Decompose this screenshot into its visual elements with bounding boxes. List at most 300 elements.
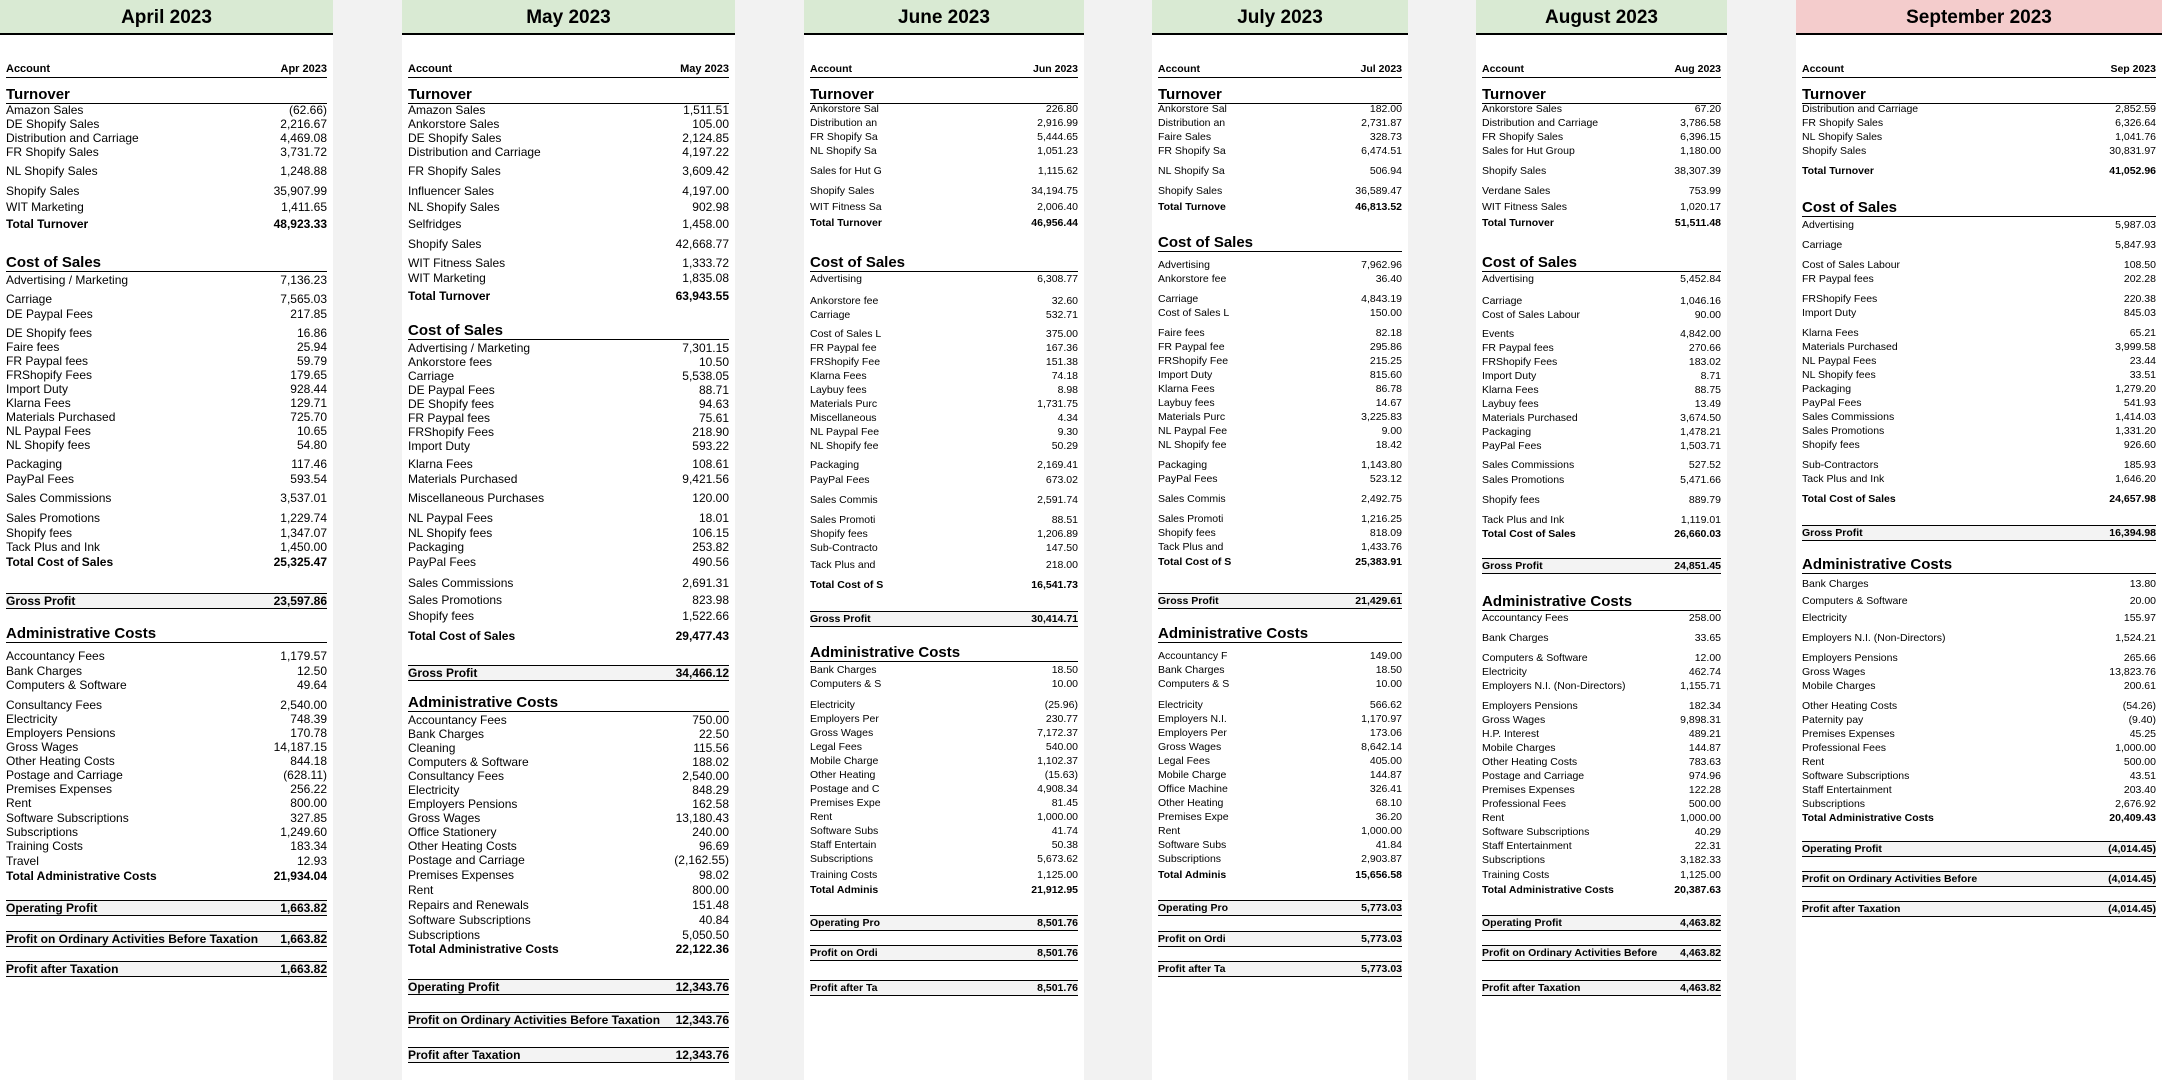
account-row[interactable] [408, 898, 729, 912]
section-heading[interactable] [1802, 557, 2156, 574]
account-row[interactable] [1158, 258, 1402, 272]
account-row[interactable] [408, 457, 729, 471]
account-row[interactable] [6, 782, 327, 796]
account-row[interactable] [1158, 354, 1402, 368]
account-row[interactable] [408, 883, 729, 897]
summary-row[interactable] [1158, 961, 1402, 977]
account-row[interactable] [6, 117, 327, 131]
account-row[interactable] [810, 411, 1078, 425]
summary-row[interactable] [6, 900, 327, 916]
account-row[interactable] [1158, 810, 1402, 824]
account-row[interactable] [408, 341, 729, 355]
account-row[interactable] [408, 928, 729, 942]
account-row[interactable] [1802, 679, 2156, 693]
account-row[interactable] [1158, 116, 1402, 130]
summary-row[interactable] [1482, 558, 1721, 574]
account-row[interactable] [1158, 726, 1402, 740]
account-row[interactable] [1482, 825, 1721, 839]
account-row[interactable] [6, 410, 327, 424]
account-row[interactable] [1482, 411, 1721, 425]
account-row[interactable] [6, 273, 327, 287]
account-row[interactable] [408, 609, 729, 623]
account-row[interactable] [1482, 308, 1721, 322]
account-row[interactable] [6, 424, 327, 438]
account-row[interactable] [1482, 369, 1721, 383]
account-row[interactable] [810, 768, 1078, 782]
account-row[interactable] [1158, 824, 1402, 838]
account-row[interactable] [408, 131, 729, 145]
account-row[interactable] [1158, 712, 1402, 726]
account-row[interactable] [810, 425, 1078, 439]
account-row[interactable] [408, 411, 729, 425]
account-row[interactable] [6, 368, 327, 382]
account-row[interactable] [6, 438, 327, 452]
account-row[interactable] [408, 397, 729, 411]
total-row[interactable] [810, 883, 1078, 897]
summary-row[interactable] [1158, 931, 1402, 947]
account-row[interactable] [1482, 383, 1721, 397]
total-row[interactable] [408, 289, 729, 303]
sheet-title[interactable]: June 2023 [804, 0, 1084, 35]
account-row[interactable] [810, 355, 1078, 369]
account-row[interactable] [1482, 665, 1721, 679]
section-heading[interactable] [408, 695, 729, 712]
total-row[interactable] [1802, 492, 2156, 506]
account-row[interactable] [408, 868, 729, 882]
summary-row[interactable] [6, 931, 327, 947]
summary-row[interactable] [6, 593, 327, 609]
account-row[interactable] [1482, 611, 1721, 625]
account-row[interactable] [1158, 754, 1402, 768]
account-row[interactable] [810, 130, 1078, 144]
summary-row[interactable] [810, 915, 1078, 931]
account-row[interactable] [1482, 755, 1721, 769]
sheet-title[interactable]: September 2023 [1796, 0, 2162, 35]
account-row[interactable] [1482, 458, 1721, 472]
account-row[interactable] [408, 540, 729, 554]
account-row[interactable] [1482, 473, 1721, 487]
account-row[interactable] [1158, 852, 1402, 866]
account-row[interactable] [1158, 410, 1402, 424]
account-row[interactable] [810, 558, 1078, 572]
account-row[interactable] [1482, 868, 1721, 882]
total-row[interactable] [810, 578, 1078, 592]
account-row[interactable] [1482, 439, 1721, 453]
account-row[interactable] [810, 473, 1078, 487]
account-row[interactable] [810, 341, 1078, 355]
account-row[interactable] [6, 754, 327, 768]
account-row[interactable] [1158, 326, 1402, 340]
account-row[interactable] [1482, 493, 1721, 507]
account-row[interactable] [810, 663, 1078, 677]
account-row[interactable] [1482, 200, 1721, 214]
account-row[interactable] [6, 712, 327, 726]
account-row[interactable] [1482, 164, 1721, 178]
account-row[interactable] [1482, 651, 1721, 665]
account-row[interactable] [1482, 144, 1721, 158]
account-row[interactable] [6, 145, 327, 159]
account-row[interactable] [408, 439, 729, 453]
account-row[interactable] [1158, 458, 1402, 472]
account-row[interactable] [810, 308, 1078, 322]
account-row[interactable] [1158, 472, 1402, 486]
account-row[interactable] [810, 852, 1078, 866]
total-row[interactable] [1158, 200, 1402, 214]
total-row[interactable] [1482, 216, 1721, 230]
account-row[interactable] [1158, 382, 1402, 396]
account-row[interactable] [1802, 102, 2156, 116]
account-row[interactable] [408, 369, 729, 383]
account-row[interactable] [6, 307, 327, 321]
account-row[interactable] [1802, 741, 2156, 755]
account-row[interactable] [810, 513, 1078, 527]
summary-row[interactable] [1158, 900, 1402, 916]
account-row[interactable] [1158, 438, 1402, 452]
summary-row[interactable] [1482, 980, 1721, 996]
account-row[interactable] [1802, 438, 2156, 452]
account-row[interactable] [1158, 698, 1402, 712]
account-row[interactable] [1802, 651, 2156, 665]
summary-row[interactable] [1802, 841, 2156, 857]
account-row[interactable] [810, 369, 1078, 383]
account-row[interactable] [1158, 164, 1402, 178]
section-heading[interactable] [408, 323, 729, 340]
account-row[interactable] [6, 740, 327, 754]
account-row[interactable] [810, 712, 1078, 726]
account-row[interactable] [408, 555, 729, 569]
account-row[interactable] [408, 913, 729, 927]
account-row[interactable] [1158, 838, 1402, 852]
account-row[interactable] [408, 145, 729, 159]
account-row[interactable] [408, 797, 729, 811]
total-row[interactable] [6, 555, 327, 569]
account-row[interactable] [1482, 355, 1721, 369]
account-row[interactable] [1802, 238, 2156, 252]
summary-row[interactable] [408, 1047, 729, 1063]
account-row[interactable] [1802, 699, 2156, 713]
account-row[interactable] [408, 593, 729, 607]
account-row[interactable] [6, 854, 327, 868]
summary-row[interactable] [1802, 871, 2156, 887]
account-row[interactable] [1158, 677, 1402, 691]
account-row[interactable] [6, 678, 327, 692]
account-row[interactable] [1482, 679, 1721, 693]
account-row[interactable] [6, 103, 327, 117]
account-row[interactable] [408, 217, 729, 231]
account-row[interactable] [6, 382, 327, 396]
account-row[interactable] [1158, 340, 1402, 354]
account-row[interactable] [6, 354, 327, 368]
section-heading[interactable] [408, 87, 729, 104]
account-row[interactable] [408, 511, 729, 525]
account-row[interactable] [1158, 768, 1402, 782]
account-row[interactable] [1802, 354, 2156, 368]
account-row[interactable] [1802, 382, 2156, 396]
account-row[interactable] [810, 102, 1078, 116]
account-row[interactable] [1158, 512, 1402, 526]
account-row[interactable] [1158, 782, 1402, 796]
account-row[interactable] [1802, 665, 2156, 679]
summary-row[interactable] [408, 1012, 729, 1028]
account-row[interactable] [810, 439, 1078, 453]
account-row[interactable] [6, 540, 327, 554]
account-row[interactable] [1482, 116, 1721, 130]
account-row[interactable] [1158, 649, 1402, 663]
account-row[interactable] [6, 200, 327, 214]
account-row[interactable] [1802, 713, 2156, 727]
account-row[interactable] [810, 541, 1078, 555]
section-heading[interactable] [6, 255, 327, 272]
account-row[interactable] [1158, 663, 1402, 677]
account-row[interactable] [1802, 577, 2156, 591]
account-row[interactable] [1158, 396, 1402, 410]
account-row[interactable] [6, 340, 327, 354]
section-heading[interactable] [6, 87, 327, 104]
account-row[interactable] [810, 397, 1078, 411]
account-row[interactable] [1482, 811, 1721, 825]
account-row[interactable] [6, 726, 327, 740]
account-row[interactable] [6, 649, 327, 663]
total-row[interactable] [1802, 164, 2156, 178]
account-row[interactable] [1802, 755, 2156, 769]
account-row[interactable] [1158, 102, 1402, 116]
account-row[interactable] [1482, 783, 1721, 797]
account-row[interactable] [6, 472, 327, 486]
account-row[interactable] [1802, 340, 2156, 354]
account-row[interactable] [810, 796, 1078, 810]
account-row[interactable] [6, 526, 327, 540]
account-row[interactable] [1482, 294, 1721, 308]
account-row[interactable] [1802, 144, 2156, 158]
account-row[interactable] [1802, 396, 2156, 410]
account-row[interactable] [6, 698, 327, 712]
total-row[interactable] [1802, 811, 2156, 825]
account-row[interactable] [810, 144, 1078, 158]
account-row[interactable] [6, 511, 327, 525]
section-heading[interactable] [1158, 626, 1402, 643]
total-row[interactable] [1158, 555, 1402, 569]
account-row[interactable] [1482, 184, 1721, 198]
account-row[interactable] [1158, 130, 1402, 144]
summary-row[interactable] [810, 945, 1078, 961]
account-row[interactable] [1802, 410, 2156, 424]
account-row[interactable] [408, 741, 729, 755]
account-row[interactable] [1482, 327, 1721, 341]
account-row[interactable] [1802, 218, 2156, 232]
account-row[interactable] [408, 103, 729, 117]
account-row[interactable] [1158, 424, 1402, 438]
account-row[interactable] [408, 783, 729, 797]
summary-row[interactable] [1802, 525, 2156, 541]
account-row[interactable] [408, 811, 729, 825]
account-row[interactable] [408, 755, 729, 769]
account-row[interactable] [1158, 368, 1402, 382]
account-row[interactable] [810, 116, 1078, 130]
account-row[interactable] [408, 355, 729, 369]
account-row[interactable] [810, 740, 1078, 754]
account-row[interactable] [1158, 740, 1402, 754]
section-heading[interactable] [1802, 200, 2156, 217]
account-row[interactable] [810, 838, 1078, 852]
account-row[interactable] [6, 664, 327, 678]
account-row[interactable] [408, 576, 729, 590]
total-row[interactable] [408, 942, 729, 956]
account-row[interactable] [408, 526, 729, 540]
account-row[interactable] [6, 131, 327, 145]
summary-row[interactable] [810, 980, 1078, 996]
account-row[interactable] [810, 677, 1078, 691]
account-row[interactable] [1802, 306, 2156, 320]
account-row[interactable] [1158, 492, 1402, 506]
account-row[interactable] [810, 458, 1078, 472]
account-row[interactable] [408, 164, 729, 178]
account-row[interactable] [1802, 769, 2156, 783]
account-row[interactable] [810, 383, 1078, 397]
account-row[interactable] [1158, 540, 1402, 554]
account-row[interactable] [6, 768, 327, 782]
account-row[interactable] [6, 457, 327, 471]
account-row[interactable] [6, 491, 327, 505]
account-row[interactable] [6, 184, 327, 198]
total-row[interactable] [1482, 883, 1721, 897]
account-row[interactable] [810, 527, 1078, 541]
account-row[interactable] [1802, 116, 2156, 130]
account-row[interactable] [810, 164, 1078, 178]
account-row[interactable] [1802, 611, 2156, 625]
account-row[interactable] [810, 184, 1078, 198]
account-row[interactable] [1802, 594, 2156, 608]
account-row[interactable] [810, 200, 1078, 214]
account-row[interactable] [408, 727, 729, 741]
account-row[interactable] [408, 853, 729, 867]
account-row[interactable] [810, 868, 1078, 882]
account-row[interactable] [810, 327, 1078, 341]
account-row[interactable] [810, 294, 1078, 308]
account-row[interactable] [1802, 326, 2156, 340]
sheet-title[interactable]: April 2023 [0, 0, 333, 35]
summary-row[interactable] [810, 611, 1078, 627]
account-row[interactable] [810, 824, 1078, 838]
account-row[interactable] [1158, 272, 1402, 286]
account-row[interactable] [810, 810, 1078, 824]
sheet-title[interactable]: August 2023 [1476, 0, 1727, 35]
total-row[interactable] [6, 869, 327, 883]
section-heading[interactable] [1158, 235, 1402, 252]
account-row[interactable] [1802, 292, 2156, 306]
account-row[interactable] [1482, 425, 1721, 439]
account-row[interactable] [1158, 526, 1402, 540]
account-row[interactable] [6, 825, 327, 839]
account-row[interactable] [1802, 272, 2156, 286]
summary-row[interactable] [1482, 915, 1721, 931]
total-row[interactable] [810, 216, 1078, 230]
account-row[interactable] [408, 769, 729, 783]
account-row[interactable] [6, 839, 327, 853]
summary-row[interactable] [1802, 901, 2156, 917]
account-row[interactable] [408, 839, 729, 853]
account-row[interactable] [408, 256, 729, 270]
account-row[interactable] [408, 425, 729, 439]
account-row[interactable] [1482, 727, 1721, 741]
account-row[interactable] [1802, 783, 2156, 797]
account-row[interactable] [1158, 306, 1402, 320]
account-row[interactable] [6, 326, 327, 340]
total-row[interactable] [1482, 527, 1721, 541]
account-row[interactable] [1158, 796, 1402, 810]
sheet-title[interactable]: July 2023 [1152, 0, 1408, 35]
account-row[interactable] [1802, 631, 2156, 645]
account-row[interactable] [810, 754, 1078, 768]
account-row[interactable] [408, 200, 729, 214]
account-row[interactable] [810, 272, 1078, 286]
account-row[interactable] [1482, 631, 1721, 645]
account-row[interactable] [1482, 513, 1721, 527]
account-row[interactable] [6, 164, 327, 178]
account-row[interactable] [6, 796, 327, 810]
total-row[interactable] [1158, 868, 1402, 882]
account-row[interactable] [1158, 292, 1402, 306]
account-row[interactable] [6, 292, 327, 306]
account-row[interactable] [1158, 184, 1402, 198]
summary-row[interactable] [408, 979, 729, 995]
account-row[interactable] [810, 782, 1078, 796]
section-heading[interactable] [1482, 594, 1721, 611]
account-row[interactable] [1482, 102, 1721, 116]
account-row[interactable] [810, 726, 1078, 740]
section-heading[interactable] [810, 255, 1078, 272]
account-row[interactable] [1802, 424, 2156, 438]
account-row[interactable] [408, 184, 729, 198]
account-row[interactable] [408, 117, 729, 131]
account-row[interactable] [1802, 368, 2156, 382]
account-row[interactable] [1802, 130, 2156, 144]
account-row[interactable] [1482, 341, 1721, 355]
account-row[interactable] [1802, 458, 2156, 472]
account-row[interactable] [1802, 727, 2156, 741]
account-row[interactable] [810, 493, 1078, 507]
account-row[interactable] [6, 396, 327, 410]
total-row[interactable] [408, 629, 729, 643]
total-row[interactable] [6, 217, 327, 231]
account-row[interactable] [408, 472, 729, 486]
account-row[interactable] [408, 237, 729, 251]
summary-row[interactable] [6, 961, 327, 977]
account-row[interactable] [408, 825, 729, 839]
account-row[interactable] [1482, 839, 1721, 853]
summary-row[interactable] [408, 665, 729, 681]
summary-row[interactable] [1482, 945, 1721, 961]
account-row[interactable] [408, 383, 729, 397]
account-row[interactable] [1482, 853, 1721, 867]
summary-row[interactable] [1158, 593, 1402, 609]
account-row[interactable] [408, 713, 729, 727]
section-heading[interactable] [6, 626, 327, 643]
account-row[interactable] [1482, 741, 1721, 755]
account-row[interactable] [810, 698, 1078, 712]
account-row[interactable] [1802, 258, 2156, 272]
account-row[interactable] [1482, 713, 1721, 727]
account-row[interactable] [1158, 144, 1402, 158]
account-row[interactable] [1482, 699, 1721, 713]
account-row[interactable] [408, 271, 729, 285]
account-row[interactable] [1482, 797, 1721, 811]
account-row[interactable] [1482, 272, 1721, 286]
sheet-title[interactable]: May 2023 [402, 0, 735, 35]
section-heading[interactable] [1482, 255, 1721, 272]
account-row[interactable] [1802, 472, 2156, 486]
account-row[interactable] [6, 811, 327, 825]
account-row[interactable] [408, 491, 729, 505]
